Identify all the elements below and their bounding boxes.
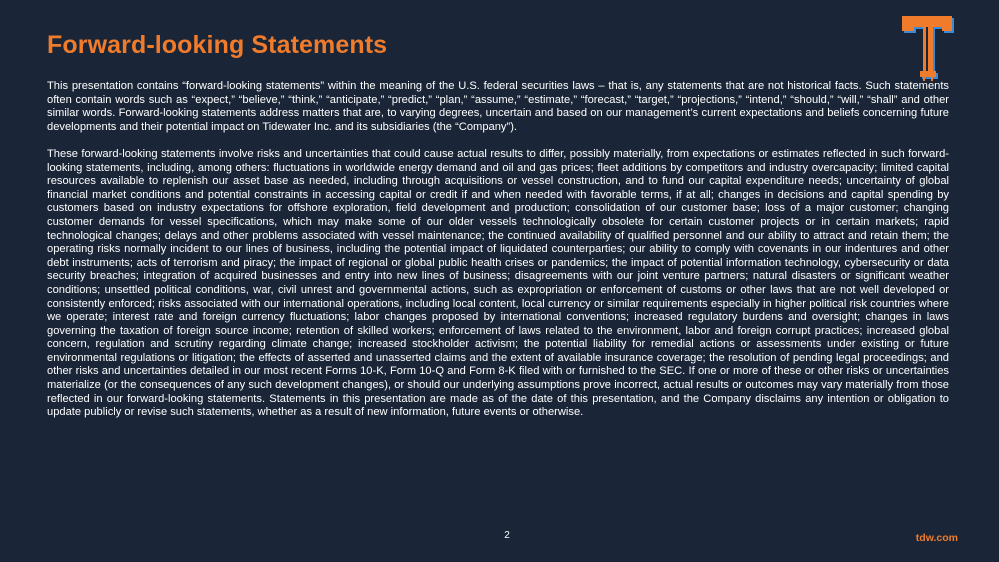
website-link[interactable]: tdw.com: [915, 532, 958, 544]
forward-looking-disclaimer: [47, 80, 949, 420]
tidewater-logo-icon: [900, 13, 956, 81]
disclaimer-paragraph-intro: This presentation contains “forward-looking statements” within the meaning of the U.S. federal securities laws – that is, any statements that are not historical facts. Such statements often contain words such as “expect,” “believe,” “think,” “anticipate,” “predict,” “plan,” “assume,” “estimate,” “forecast,” “target,” “projections,” “intend,” “should,” “will,” “shall” and other similar words. Forward-looking statements address matters that are, to varying degrees, uncertain and based on our management’s current expectations and beliefs concerning future developments and their potential impact on Tidewater Inc. and its subsidiaries (the “Company”).: [47, 80, 949, 133]
page-number: 2: [504, 530, 510, 541]
slide-title: Forward-looking Statements: [47, 31, 388, 59]
disclaimer-paragraph-risks: These forward-looking statements involve risks and uncertainties that could cause actual results to differ, possibly materially, from expectations or estimates reflected in such forward-looking statements, including, among others: fluctuations in worldwide energy demand and oil and gas prices; fleet additions by competitors and industry overcapacity; limited capital resources available to replenish our asset base as needed, including through acquisitions or vessel construction, and to fund our capital expenditure needs; uncertainty of global financial market conditions and potential constraints in accessing capital or credit if and when needed with favorable terms, if at all; changes in decisions and capital spending by customers based on industry expectations for offshore exploration, field development and production; consolidation of our customer base; loss of a major customer; changing customer demands for vessel specifications, which may make some of our older vessels technologically obsolete for certain customer projects or in certain markets; rapid technological changes; delays and other problems associated with vessel maintenance; the continued availability of qualified personnel and our ability to attract and retain them; the operating risks normally incident to our lines of business, including the potential impact of liquidated counterparties; our ability to comply with covenants in our indentures and other debt instruments; acts of terrorism and piracy; the impact of regional or global public health crises or pandemics; the impact of potential information technology, cybersecurity or data security breaches; integration of acquired businesses and entry into new lines of business; disagreements with our joint venture partners; natural disasters or significant weather conditions; unsettled political conditions, war, civil unrest and governmental actions, such as expropriation or enforcement of customs or other laws that are not well developed or consistently enforced; risks associated with our international operations, including local content, local currency or similar requirements especially in higher political risk countries where we operate; interest rate and foreign currency fluctuations; labor changes proposed by international conventions; increased regulatory burdens and oversight; changes in laws governing the taxation of foreign source income; retention of skilled workers; enforcement of laws related to the environment, labor and foreign corrupt practices; increased global concern, regulation and scrutiny regarding climate change; increased stockholder activism; the potential liability for remedial actions or assessments under existing or future environmental regulations or litigation; the effects of asserted and unasserted claims and the extent of available insurance coverage; the resolution of pending legal proceedings; and other risks and uncertainties detailed in our most recent Forms 10-K, Form 10-Q and Form 8-K filed with or furnished to the SEC. If one or more of these or other risks or uncertainties materialize (or the consequences of any such development changes), or should our underlying assumptions prove incorrect, actual results or outcomes may vary materially from those reflected in our forward-looking statements. Statements in this presentation are made as of the date of this presentation, and the Company disclaims any intention or obligation to update publicly or revise such statements, whether as a result of new information, future events or otherwise.: [47, 147, 949, 419]
